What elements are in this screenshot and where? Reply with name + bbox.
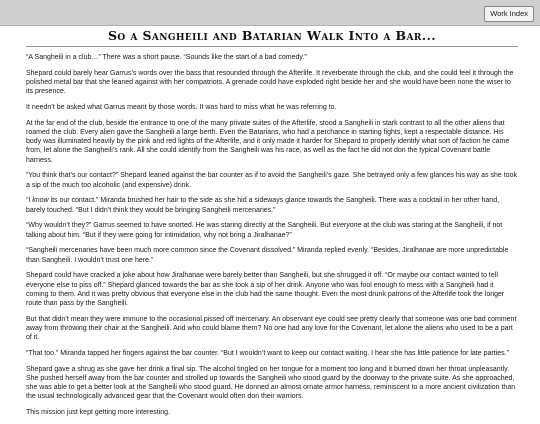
paragraph-text: At the far end of the club, beside the entrance to one of the many private suites of the Afterlife, stood a Sangheili in stark contrast to all the other aliens that roamed the club. Every alien gave the Sangheili a large berth. Even the Batarians, who had a perchance in starting fights, kept a respectable distance. His body was illuminated heavily by the pink and red lights of the Afterlife, and it only made it harder for Shepard to properly identify what sort of faction he came from, let alone the Sangheili’s rank. All she could identify from the Sangheili was his race, as well as the fact he did not don the typical Covenant battle harness. [26,119,510,164]
story-body [26,53,518,417]
story-paragraph [26,271,518,308]
story-paragraph [26,103,518,112]
paragraph-text: “You think that’s our contact?” Shepard leaned against the bar counter as if to avoid the Sangheili’s gaze. She betrayed only a few glances his way as she took a sip of the much too alcoholic (and expensive) drink. [26,172,517,189]
emphasis-text: know [32,197,49,205]
story-paragraph [26,196,518,214]
paragraph-text: Shepard could have cracked a joke about how Jiralhanae were barely better than Sangheili, but she shrugged it off. “Or maybe our contact wanted to tell everyone else to piss off.” Shepard glanced towards the bar as she took a sip of her drink. Anyone who was fool enough to mess with a Sangheili had it coming to them. And it was pretty obvious that everyone else in the club had the same thought. Even the most drunk patrons of the Afterlife took the longer route than pass by the Sangheili. [26,272,505,308]
paragraph-text: “Why wouldn’t they?” Garrus seemed to have snorted. He was staring directly at the Sangheili. But [26,222,333,230]
work-index-button[interactable]: Work Index [484,6,534,22]
story-paragraph [26,365,518,402]
story-paragraph [26,119,518,165]
paragraph-text: Shepard gave a shrug as she gave her drink a final sip. The alcohol tingled on her tongue for a moment too long and it burned down her throat unpleasantly. She pushed herself away from the bar counter and strolled up towards the Sangheili who stood guard by the doorway to the private suite. As she approached, she was able to get a better look at the Sangheili who stood guard. He donned an almost ornate armor harness, reminiscent to a more ancient civilization than the usual technologically advanced gear that the Covenant would often don their warriors. [26,365,516,401]
story-paragraph [26,69,518,97]
paragraph-text: Shepard could barely hear Garrus’s words over the bass that resounded through the Afterlife. It reverberate through the club, and she could feel it through the polished metal bar that she leaned against with her compatriots. A grenade could have exploded right beside her and she would have been none the wiser to its presence. [26,69,514,96]
paragraph-text: “A Sangheili in a club…” There was a short pause. “Sounds like the start of a bad comedy.” [26,54,307,61]
story-paragraph [26,221,518,239]
paragraph-text: This mission just kept getting more interesting. [26,409,170,417]
paragraph-text: its our contact.” Miranda brushed her hair to the side as she hid a sideways glance towards the Sangheili. There was a cocktail in her other hand, barely touched. “But I didn’t think they would be bringing Sangheili mercenaries.” [26,197,500,214]
story-paragraph [26,171,518,189]
story-paragraph [26,53,518,62]
top-bar [0,0,540,26]
story-paragraph [26,246,518,264]
paragraph-text: But that didn’t mean they were immune to the occasional pissed off mercenary. An observant eye could see pretty clearly that someone was one bad comment away from throwing their chair at the Sangheili. And who could blame them? No one had any love for the Covenant, let alone the aliens who used to be a part of it. [26,315,517,342]
story-paragraph [26,315,518,343]
story-title: So a Sangheili and Batarian Walk Into a Bar... [26,28,518,47]
paragraph-text: It needn’t be asked what Garrus meant by those words. It was hard to miss what he was referring to. [26,104,337,111]
paragraph-text: “That too.” Miranda tapped her fingers against the bar counter. “But I wouldn’t want to keep our contact waiting. I hear she has little patience for late parties.” [26,350,509,358]
story-paragraph [26,408,518,417]
emphasis-text: everyone [332,222,362,230]
story-content [26,28,518,424]
paragraph-text: “I [26,197,33,205]
story-paragraph [26,349,518,358]
paragraph-text: at the club was staring at the Sangheili, if not talking about him. “But if they were going for intimidation, why not bring a Jiralhanae?” [26,222,503,239]
paragraph-text: “Sangheili mercenaries have been much more common since the Covenant dissolved.” Miranda replied evenly. “Besides, Jiralhanae are more unpredictable than Sangheili. I wouldn’t trust one here.” [26,247,509,264]
